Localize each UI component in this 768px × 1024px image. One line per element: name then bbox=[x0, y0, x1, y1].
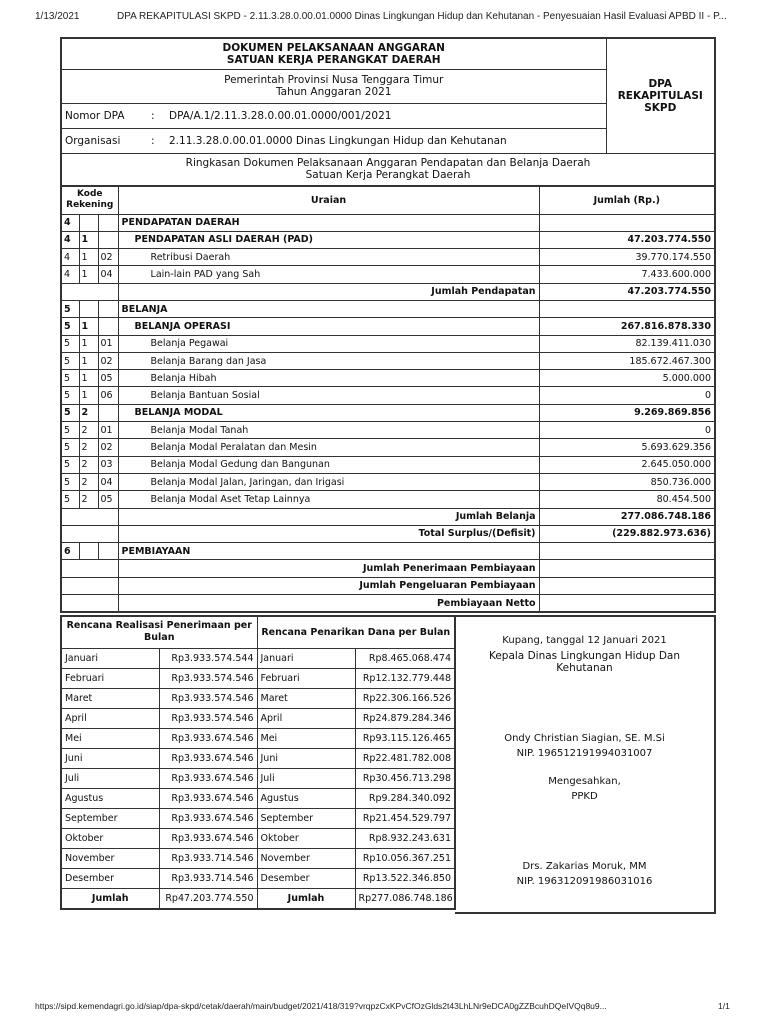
row-amount: 277.086.748.186 bbox=[539, 508, 715, 525]
code-cell: 01 bbox=[98, 335, 118, 352]
table-row bbox=[61, 543, 715, 560]
receipt-amount: Rp3.933.574.546 bbox=[159, 708, 257, 728]
row-amount: 9.269.869.856 bbox=[539, 404, 715, 421]
month-label: September bbox=[61, 808, 159, 828]
row-amount: 0 bbox=[539, 387, 715, 404]
receipt-amount: Rp3.933.674.546 bbox=[159, 748, 257, 768]
code-cell: 06 bbox=[98, 387, 118, 404]
page-number: 1/1 bbox=[718, 1001, 730, 1011]
row-amount bbox=[539, 560, 715, 577]
print-title: DPA REKAPITULASI SKPD - 2.11.3.28.0.00.01.0000 Dinas Lingkungan Hidup dan Kehutanan - Penyesuaian Hasil Evaluasi APBD II - P... bbox=[117, 11, 727, 22]
withdraw-amount: Rp8.465.068.474 bbox=[355, 648, 455, 668]
code-cell: 02 bbox=[98, 439, 118, 456]
table-row bbox=[61, 318, 715, 335]
page-url: https://sipd.kemendagri.go.id/siap/dpa-skpd/cetak/daerah/main/budget/2021/418/319?vrqpzCxKPvCfOzGlds2t43LhLNr9eDCA0gZZBcuhDQeIVQq8u9... bbox=[35, 1001, 607, 1011]
receipt-amount: Rp3.933.674.546 bbox=[159, 828, 257, 848]
month-row bbox=[61, 668, 455, 688]
code-cell bbox=[98, 231, 118, 248]
code-cell: 5 bbox=[61, 352, 79, 369]
month-label: Januari bbox=[61, 648, 159, 668]
code-cell: 1 bbox=[79, 249, 98, 266]
code-cell: 01 bbox=[98, 422, 118, 439]
table-row bbox=[61, 335, 715, 352]
code-cell: 2 bbox=[79, 491, 98, 508]
withdraw-amount: Rp10.056.367.251 bbox=[355, 848, 455, 868]
code-cell bbox=[98, 300, 118, 317]
table-row bbox=[61, 456, 715, 473]
code-cell: 2 bbox=[79, 473, 98, 490]
signature-block bbox=[455, 615, 716, 914]
row-label: BELANJA MODAL bbox=[118, 404, 539, 421]
government-info: Pemerintah Provinsi Nusa Tenggara Timur Tahun Anggaran 2021 bbox=[61, 69, 606, 103]
code-cell bbox=[79, 300, 98, 317]
row-label: PEMBIAYAAN bbox=[118, 543, 539, 560]
table-row bbox=[61, 387, 715, 404]
row-amount bbox=[539, 300, 715, 317]
table-row bbox=[61, 525, 715, 542]
code-cell: 5 bbox=[61, 335, 79, 352]
code-cell: 5 bbox=[61, 439, 79, 456]
place-date: Kupang, tanggal 12 Januari 2021 bbox=[502, 635, 667, 646]
table-row bbox=[61, 370, 715, 387]
col-uraian: Uraian bbox=[118, 186, 539, 214]
row-label: Belanja Modal Peralatan dan Mesin bbox=[118, 439, 539, 456]
code-cell bbox=[61, 525, 118, 542]
approval-label: Mengesahkan, bbox=[548, 776, 621, 787]
row-amount: 2.645.050.000 bbox=[539, 456, 715, 473]
approver-name: Drs. Zakarias Moruk, MM bbox=[522, 861, 647, 872]
month-label: Mei bbox=[61, 728, 159, 748]
withdraw-amount: Rp12.132.779.448 bbox=[355, 668, 455, 688]
receipt-amount: Rp3.933.674.546 bbox=[159, 788, 257, 808]
code-cell: 04 bbox=[98, 266, 118, 283]
nomor-dpa-value: DPA/A.1/2.11.3.28.0.00.01.0000/001/2021 bbox=[169, 109, 392, 122]
code-cell: 4 bbox=[61, 249, 79, 266]
table-row bbox=[61, 231, 715, 248]
receipt-amount: Rp3.933.574.544 bbox=[159, 648, 257, 668]
row-label: Belanja Modal Jalan, Jaringan, dan Irigasi bbox=[118, 473, 539, 490]
row-amount: 5.693.629.356 bbox=[539, 439, 715, 456]
nomor-dpa-row: Nomor DPA : DPA/A.1/2.11.3.28.0.00.01.0000/001/2021 bbox=[61, 103, 606, 128]
month-label: Maret bbox=[257, 688, 355, 708]
row-label: Retribusi Daerah bbox=[118, 249, 539, 266]
month-row bbox=[61, 808, 455, 828]
table-row bbox=[61, 404, 715, 421]
code-cell: 1 bbox=[79, 352, 98, 369]
code-cell: 03 bbox=[98, 456, 118, 473]
row-label: Belanja Modal Gedung dan Bangunan bbox=[118, 456, 539, 473]
row-label: Total Surplus/(Defisit) bbox=[118, 525, 539, 542]
budget-summary-table bbox=[60, 185, 716, 613]
code-cell: 02 bbox=[98, 352, 118, 369]
withdraw-amount: Rp22.306.166.526 bbox=[355, 688, 455, 708]
col-receipt-plan: Rencana Realisasi Penerimaan per Bulan bbox=[61, 616, 257, 648]
col-jumlah: Jumlah (Rp.) bbox=[539, 186, 715, 214]
month-label: Juni bbox=[61, 748, 159, 768]
row-label: Belanja Bantuan Sosial bbox=[118, 387, 539, 404]
approver-title: PPKD bbox=[571, 791, 598, 802]
total-label: Jumlah bbox=[61, 888, 159, 909]
month-label: April bbox=[61, 708, 159, 728]
month-label: Oktober bbox=[61, 828, 159, 848]
withdraw-amount: Rp22.481.782.008 bbox=[355, 748, 455, 768]
row-amount: 80.454.500 bbox=[539, 491, 715, 508]
code-cell: 02 bbox=[98, 249, 118, 266]
month-label: Februari bbox=[61, 668, 159, 688]
print-date: 1/13/2021 bbox=[35, 11, 80, 22]
row-label: PENDAPATAN DAERAH bbox=[118, 214, 539, 231]
code-cell bbox=[61, 577, 118, 594]
code-cell: 5 bbox=[61, 300, 79, 317]
row-label: Jumlah Pendapatan bbox=[118, 283, 539, 300]
row-label: BELANJA OPERASI bbox=[118, 318, 539, 335]
table-row bbox=[61, 300, 715, 317]
code-cell bbox=[61, 508, 118, 525]
code-cell bbox=[79, 214, 98, 231]
code-cell: 5 bbox=[61, 318, 79, 335]
code-cell: 5 bbox=[61, 422, 79, 439]
code-cell bbox=[98, 543, 118, 560]
organisasi-value: 2.11.3.28.0.00.01.0000 Dinas Lingkungan Hidup dan Kehutanan bbox=[169, 134, 507, 147]
code-cell bbox=[98, 404, 118, 421]
code-cell: 05 bbox=[98, 491, 118, 508]
code-cell: 6 bbox=[61, 543, 79, 560]
month-row bbox=[61, 708, 455, 728]
table-row bbox=[61, 439, 715, 456]
month-row bbox=[61, 688, 455, 708]
month-label: September bbox=[257, 808, 355, 828]
code-cell bbox=[61, 283, 118, 300]
row-label: Belanja Pegawai bbox=[118, 335, 539, 352]
code-cell: 2 bbox=[79, 404, 98, 421]
month-label: Juli bbox=[257, 768, 355, 788]
code-cell: 05 bbox=[98, 370, 118, 387]
month-label: Juli bbox=[61, 768, 159, 788]
row-amount bbox=[539, 214, 715, 231]
code-cell bbox=[79, 543, 98, 560]
row-label: Belanja Hibah bbox=[118, 370, 539, 387]
code-cell: 5 bbox=[61, 387, 79, 404]
withdraw-amount: Rp21.454.529.797 bbox=[355, 808, 455, 828]
dpa-badge: DPA REKAPITULASI SKPD bbox=[606, 38, 715, 153]
month-row bbox=[61, 788, 455, 808]
table-row bbox=[61, 214, 715, 231]
table-row bbox=[61, 283, 715, 300]
office-title: Kepala Dinas Lingkungan Hidup Dan Kehutanan bbox=[488, 650, 681, 674]
row-amount: 82.139.411.030 bbox=[539, 335, 715, 352]
row-label: Lain-lain PAD yang Sah bbox=[118, 266, 539, 283]
code-cell: 2 bbox=[79, 422, 98, 439]
row-label: Jumlah Pengeluaran Pembiayaan bbox=[118, 577, 539, 594]
code-cell: 1 bbox=[79, 387, 98, 404]
row-amount: 0 bbox=[539, 422, 715, 439]
receipt-amount: Rp3.933.674.546 bbox=[159, 768, 257, 788]
summary-title: Ringkasan Dokumen Pelaksanaan Anggaran Pendapatan dan Belanja Daerah Satuan Kerja Perangkat Daerah bbox=[61, 153, 715, 186]
month-row bbox=[61, 748, 455, 768]
table-row bbox=[61, 473, 715, 490]
row-amount: 850.736.000 bbox=[539, 473, 715, 490]
code-cell bbox=[61, 595, 118, 613]
withdraw-amount: Rp93.115.126.465 bbox=[355, 728, 455, 748]
month-label: Agustus bbox=[61, 788, 159, 808]
table-row bbox=[61, 491, 715, 508]
month-label: Agustus bbox=[257, 788, 355, 808]
row-label: Belanja Barang dan Jasa bbox=[118, 352, 539, 369]
table-row bbox=[61, 266, 715, 283]
monthly-plan-table bbox=[60, 615, 456, 910]
receipt-amount: Rp3.933.574.546 bbox=[159, 688, 257, 708]
code-cell bbox=[61, 560, 118, 577]
signer-name: Ondy Christian Siagian, SE. M.Si bbox=[504, 733, 665, 744]
code-cell: 1 bbox=[79, 318, 98, 335]
month-row bbox=[61, 828, 455, 848]
withdraw-amount: Rp30.456.713.298 bbox=[355, 768, 455, 788]
withdraw-amount: Rp9.284.340.092 bbox=[355, 788, 455, 808]
month-label: Maret bbox=[61, 688, 159, 708]
table-row bbox=[61, 560, 715, 577]
row-amount: 267.816.878.330 bbox=[539, 318, 715, 335]
code-cell bbox=[98, 214, 118, 231]
month-label: Mei bbox=[257, 728, 355, 748]
code-cell: 04 bbox=[98, 473, 118, 490]
table-row bbox=[61, 352, 715, 369]
table-row bbox=[61, 595, 715, 613]
month-label: November bbox=[257, 848, 355, 868]
row-label: Belanja Modal Tanah bbox=[118, 422, 539, 439]
total-receipt: Rp47.203.774.550 bbox=[159, 888, 257, 909]
month-label: November bbox=[61, 848, 159, 868]
code-cell: 1 bbox=[79, 335, 98, 352]
row-amount: 47.203.774.550 bbox=[539, 283, 715, 300]
row-amount: 39.770.174.550 bbox=[539, 249, 715, 266]
document-title: DOKUMEN PELAKSANAAN ANGGARAN SATUAN KERJA PERANGKAT DAERAH bbox=[61, 38, 606, 69]
month-label: Desember bbox=[257, 868, 355, 888]
row-label: Belanja Modal Aset Tetap Lainnya bbox=[118, 491, 539, 508]
month-label: Oktober bbox=[257, 828, 355, 848]
code-cell: 5 bbox=[61, 473, 79, 490]
month-label: Desember bbox=[61, 868, 159, 888]
month-label: Juni bbox=[257, 748, 355, 768]
row-amount: (229.882.973.636) bbox=[539, 525, 715, 542]
code-cell: 5 bbox=[61, 491, 79, 508]
row-amount: 185.672.467.300 bbox=[539, 352, 715, 369]
receipt-amount: Rp3.933.674.546 bbox=[159, 728, 257, 748]
receipt-amount: Rp3.933.714.546 bbox=[159, 868, 257, 888]
code-cell: 5 bbox=[61, 456, 79, 473]
table-row bbox=[61, 422, 715, 439]
month-row bbox=[61, 648, 455, 668]
row-amount bbox=[539, 595, 715, 613]
code-cell: 2 bbox=[79, 439, 98, 456]
row-label: Jumlah Belanja bbox=[118, 508, 539, 525]
row-amount bbox=[539, 543, 715, 560]
row-label: Pembiayaan Netto bbox=[118, 595, 539, 613]
document-header bbox=[60, 37, 716, 187]
row-amount bbox=[539, 577, 715, 594]
organisasi-row: Organisasi : 2.11.3.28.0.00.01.0000 Dinas Lingkungan Hidup dan Kehutanan bbox=[61, 128, 606, 153]
table-row bbox=[61, 249, 715, 266]
row-label: PENDAPATAN ASLI DAERAH (PAD) bbox=[118, 231, 539, 248]
col-kode-rekening: Kode Rekening bbox=[61, 186, 118, 214]
table-row bbox=[61, 508, 715, 525]
code-cell bbox=[98, 318, 118, 335]
code-cell: 5 bbox=[61, 370, 79, 387]
code-cell: 4 bbox=[61, 231, 79, 248]
month-row bbox=[61, 768, 455, 788]
code-cell: 1 bbox=[79, 370, 98, 387]
code-cell: 1 bbox=[79, 266, 98, 283]
code-cell: 2 bbox=[79, 456, 98, 473]
col-withdraw-plan: Rencana Penarikan Dana per Bulan bbox=[257, 616, 455, 648]
code-cell: 4 bbox=[61, 266, 79, 283]
row-label: Jumlah Penerimaan Pembiayaan bbox=[118, 560, 539, 577]
withdraw-amount: Rp24.879.284.346 bbox=[355, 708, 455, 728]
row-amount: 7.433.600.000 bbox=[539, 266, 715, 283]
row-amount: 47.203.774.550 bbox=[539, 231, 715, 248]
table-row bbox=[61, 577, 715, 594]
withdraw-amount: Rp8.932.243.631 bbox=[355, 828, 455, 848]
month-row bbox=[61, 868, 455, 888]
row-amount: 5.000.000 bbox=[539, 370, 715, 387]
code-cell: 1 bbox=[79, 231, 98, 248]
code-cell: 4 bbox=[61, 214, 79, 231]
approver-nip: NIP. 196312091986031016 bbox=[516, 876, 653, 887]
month-label: Januari bbox=[257, 648, 355, 668]
month-label: April bbox=[257, 708, 355, 728]
total-label: Jumlah bbox=[257, 888, 355, 909]
month-label: Februari bbox=[257, 668, 355, 688]
receipt-amount: Rp3.933.674.546 bbox=[159, 808, 257, 828]
month-row bbox=[61, 848, 455, 868]
code-cell: 5 bbox=[61, 404, 79, 421]
total-withdraw: Rp277.086.748.186 bbox=[355, 888, 455, 909]
receipt-amount: Rp3.933.714.546 bbox=[159, 848, 257, 868]
signer-nip: NIP. 196512191994031007 bbox=[516, 748, 653, 759]
receipt-amount: Rp3.933.574.546 bbox=[159, 668, 257, 688]
row-label: BELANJA bbox=[118, 300, 539, 317]
withdraw-amount: Rp13.522.346.850 bbox=[355, 868, 455, 888]
month-row bbox=[61, 728, 455, 748]
